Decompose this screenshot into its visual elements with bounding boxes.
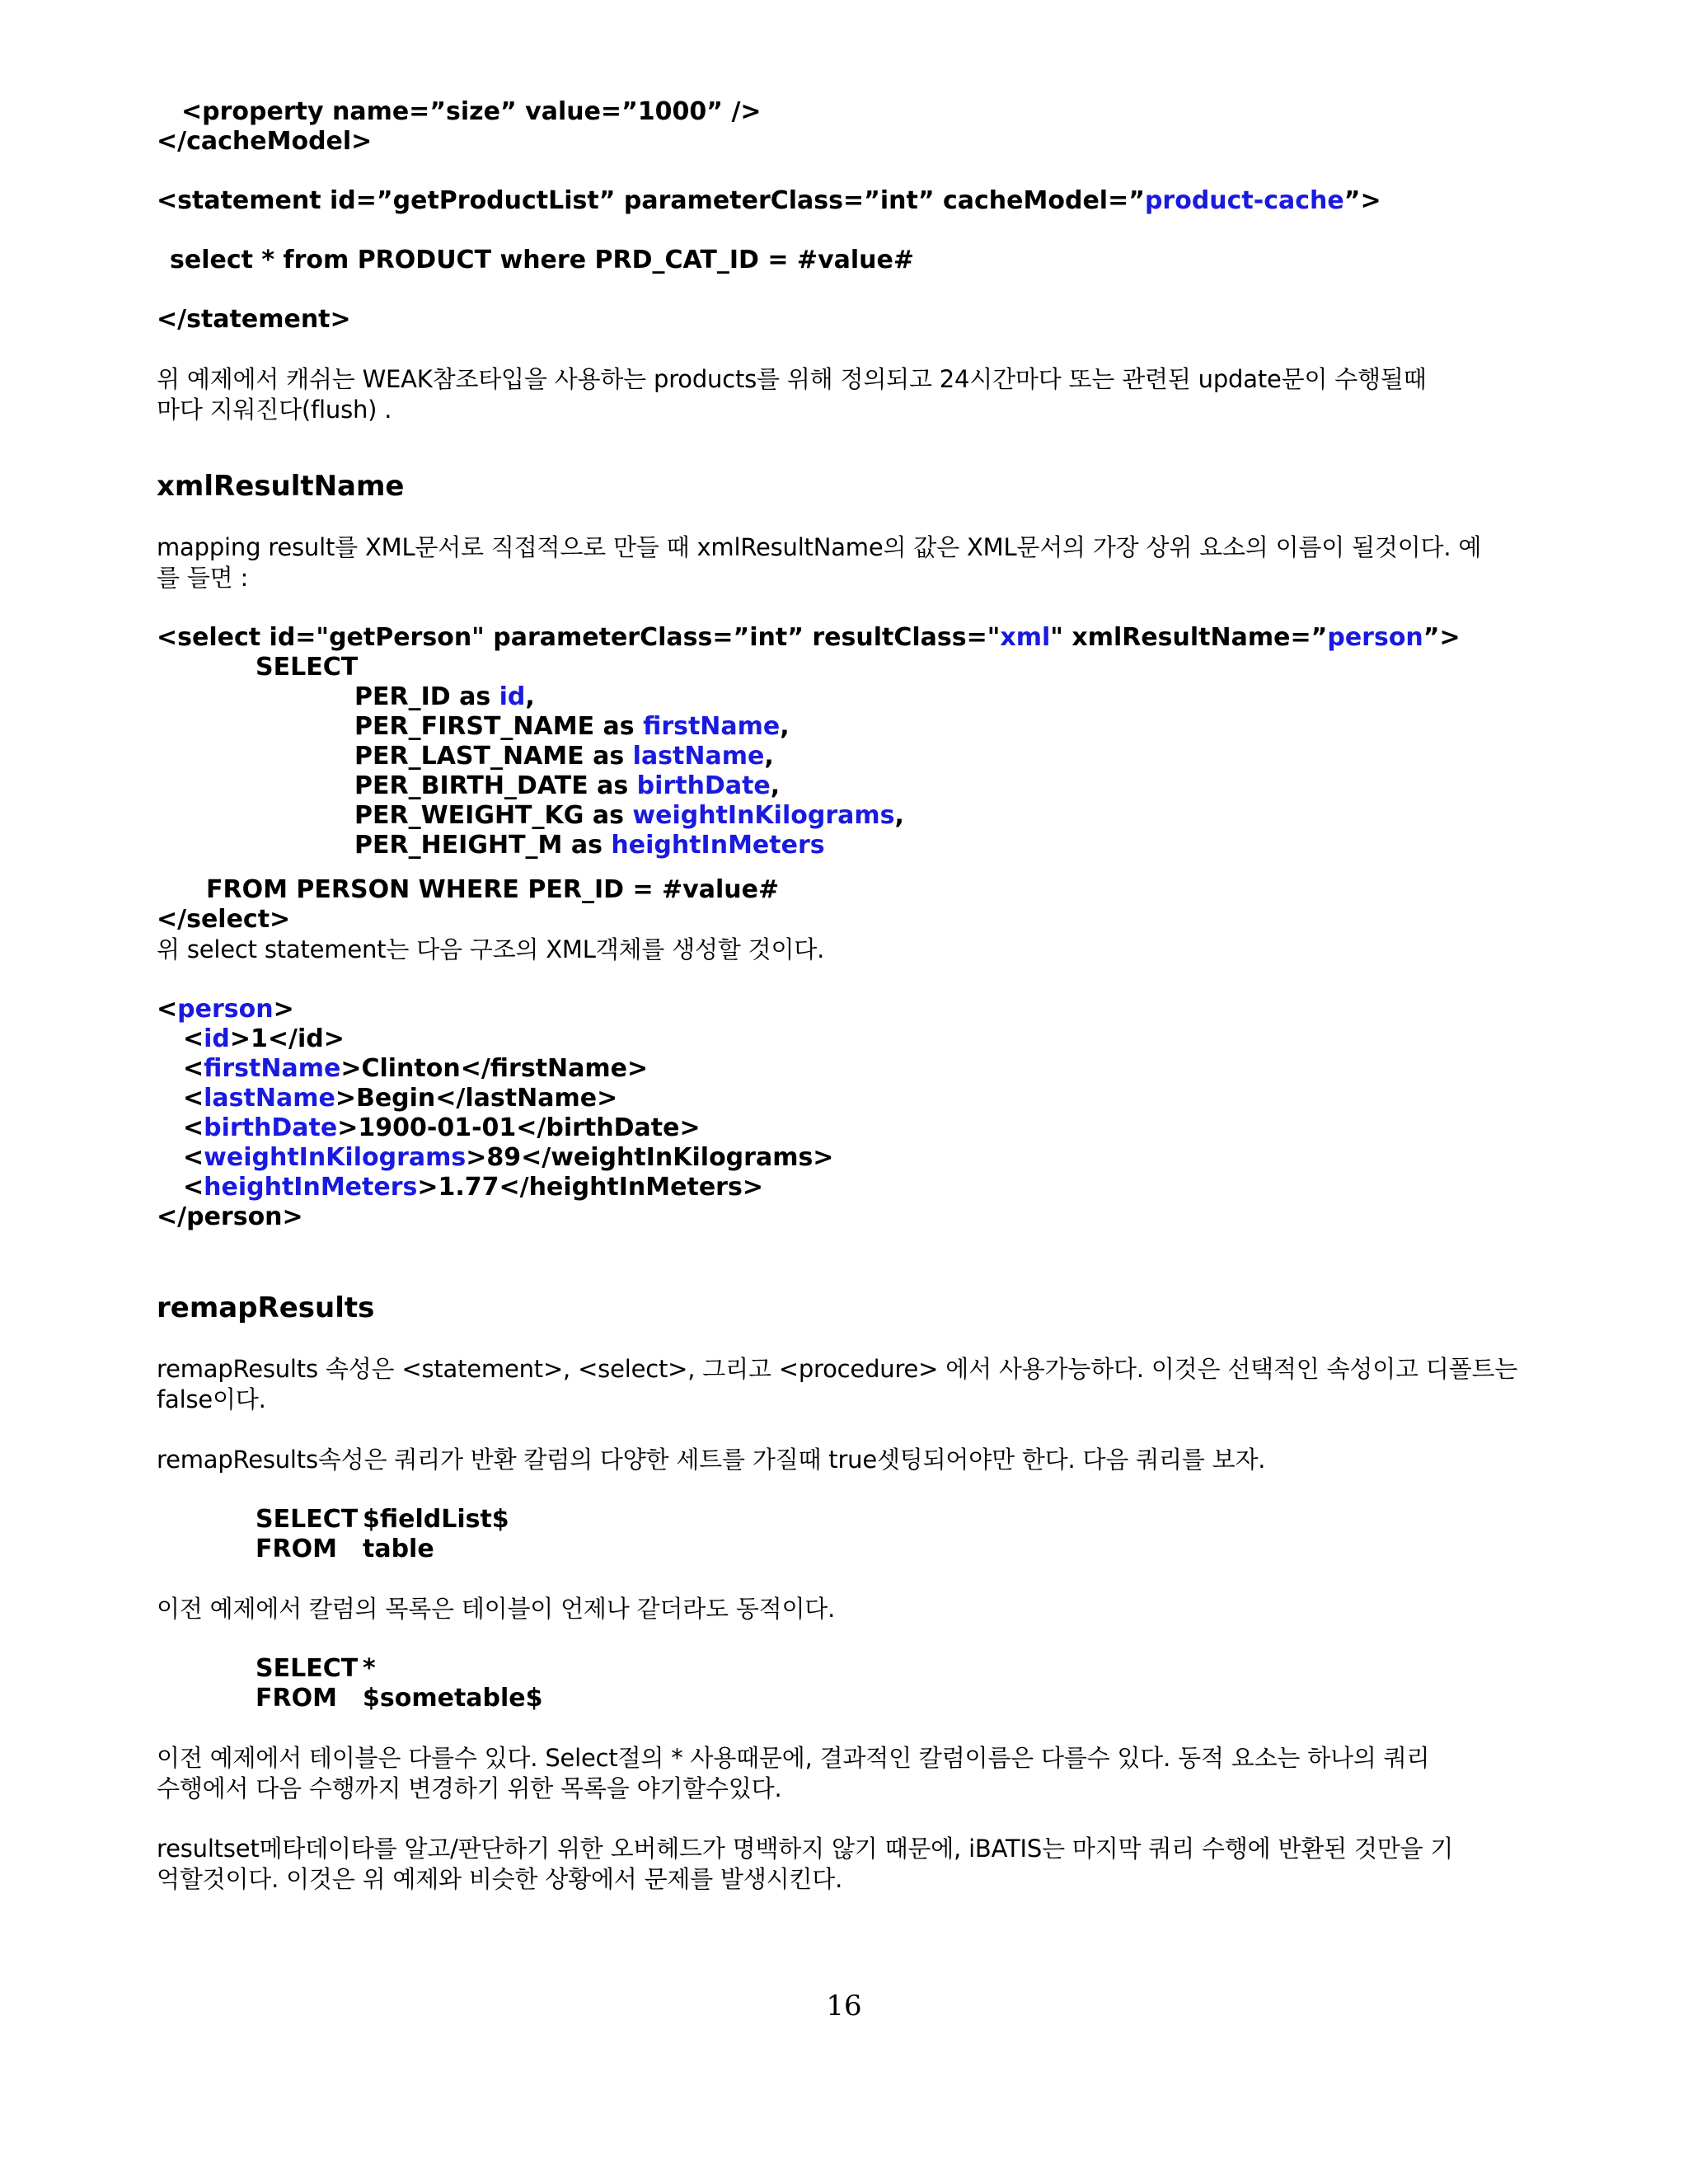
paragraph-line: mapping result를 XML문서로 직접적으로 만들 때 xmlResultName의 값은 XML문서의 가장 상위 요소의 이름이 될것이다. 예: [157, 533, 1482, 561]
code-text: <: [183, 1054, 204, 1083]
paragraph-line: 마다 지워진다(flush) .: [157, 396, 392, 424]
code-text: >Begin</lastName>: [335, 1084, 618, 1113]
code-column-line: [157, 771, 1541, 801]
paragraph-line: 수행에서 다음 수행까지 변경하기 위한 목록을 야기할수있다.: [157, 1774, 782, 1802]
code-text: ,: [770, 771, 781, 800]
code-text: PER_BIRTH_DATE as: [354, 771, 637, 800]
code-text: ,: [525, 682, 535, 711]
code-statement-line: [157, 186, 1541, 216]
paragraph-line: 를 들면 :: [157, 564, 249, 592]
code-cachemodel-close: </cacheModel>: [157, 127, 373, 156]
paragraph-line: 위 예제에서 캐쉬는 WEAK참조타입을 사용하는 products를 위해 정의되고 24시간마다 또는 관련된 update문이 수행될때: [157, 365, 1427, 393]
code-text: >1.77</heightInMeters>: [417, 1173, 763, 1202]
code-text: >1</id>: [229, 1024, 345, 1053]
code-text: ”>: [1423, 623, 1461, 652]
code-text: <statement id=”getProductList” parameterClass=”int” cacheModel=”: [157, 186, 1145, 215]
page-number: 16: [826, 1990, 862, 2022]
code-keyword: SELECT: [256, 1654, 359, 1683]
code-xml-row: [157, 1024, 1541, 1054]
code-xml-row: [157, 1054, 1541, 1084]
code-text: PER_LAST_NAME as: [354, 742, 633, 771]
code-text: table: [363, 1535, 434, 1563]
code-text: >Clinton</firstName>: [340, 1054, 649, 1083]
code-text: PER_ID as: [354, 682, 499, 711]
code-sql-line: [157, 1535, 1541, 1564]
code-highlight: lastName: [632, 742, 765, 771]
paragraph-line: 억할것이다. 이것은 위 예제와 비슷한 상황에서 문제를 발생시킨다.: [157, 1865, 843, 1893]
code-highlight: heightInMeters: [611, 831, 825, 860]
code-xml-row: [157, 1173, 1541, 1202]
code-text: PER_HEIGHT_M as: [354, 831, 612, 860]
section-heading-xmlresultname: xmlResultName: [157, 470, 405, 503]
code-highlight: person: [177, 995, 274, 1024]
code-text: ,: [764, 742, 774, 771]
code-xml-open: [157, 995, 1541, 1024]
code-text: <: [183, 1173, 204, 1202]
code-text: <: [183, 1024, 204, 1053]
code-column-line: [157, 712, 1541, 742]
paragraph-line: remapResults 속성은 <statement>, <select>, 그리고 <procedure> 에서 사용가능하다. 이것은 선택적인 속성이고 디폴트는: [157, 1355, 1518, 1383]
code-text: ,: [894, 801, 904, 830]
code-text: <: [183, 1084, 204, 1113]
code-highlight: birthDate: [204, 1113, 338, 1142]
code-highlight: lastName: [204, 1084, 335, 1113]
code-select-close: </select>: [157, 905, 291, 934]
code-highlight: firstName: [643, 712, 781, 741]
code-keyword: SELECT: [256, 1505, 359, 1534]
code-sql-line: [157, 1684, 1541, 1713]
code-text: PER_FIRST_NAME as: [354, 712, 644, 741]
paragraph-line: remapResults속성은 쿼리가 반환 칼럼의 다양한 세트를 가질때 true셋팅되어야만 한다. 다음 쿼리를 보자.: [157, 1446, 1266, 1474]
code-from-line: FROM PERSON WHERE PER_ID = #value#: [206, 875, 780, 904]
code-statement-close: </statement>: [157, 305, 351, 334]
code-text: <: [157, 995, 178, 1024]
code-text: PER_WEIGHT_KG as: [354, 801, 633, 830]
code-text: <select id="getPerson" parameterClass=”int” resultClass=": [157, 623, 1001, 652]
code-highlight: person: [1327, 623, 1423, 652]
code-column-line: [157, 801, 1541, 831]
code-text: $fieldList$: [363, 1505, 509, 1534]
code-select-open: [157, 623, 1541, 653]
document-page: [157, 97, 1541, 1895]
code-sql-line: [157, 1654, 1541, 1684]
code-keyword: FROM: [256, 1535, 337, 1563]
code-text: >: [273, 995, 294, 1024]
paragraph-line: false이다.: [157, 1385, 266, 1413]
paragraph-line: 이전 예제에서 칼럼의 목록은 테이블이 언제나 같더라도 동적이다.: [157, 1595, 836, 1623]
code-text: *: [363, 1654, 376, 1683]
code-column-line: [157, 742, 1541, 771]
code-highlight: heightInMeters: [204, 1173, 418, 1202]
code-text: $sometable$: [363, 1684, 543, 1713]
code-highlight: product-cache: [1144, 186, 1344, 215]
code-select-line: select * from PRODUCT where PRD_CAT_ID = #value#: [170, 246, 914, 274]
code-xml-row: [157, 1143, 1541, 1173]
paragraph-line: 위 select statement는 다음 구조의 XML객체를 생성할 것이다.: [157, 935, 825, 963]
code-xml-row: [157, 1113, 1541, 1143]
code-xml-close: </person>: [157, 1202, 303, 1231]
code-highlight: id: [204, 1024, 230, 1053]
code-text: <: [183, 1143, 204, 1172]
code-text: <: [183, 1113, 204, 1142]
code-highlight: weightInKilograms: [204, 1143, 467, 1172]
code-column-line: [157, 831, 1541, 860]
code-text: >89</weightInKilograms>: [466, 1143, 834, 1172]
code-text: ”>: [1343, 186, 1381, 215]
code-select-keyword: SELECT: [256, 653, 359, 682]
code-text: >1900-01-01</birthDate>: [337, 1113, 701, 1142]
code-text: ,: [780, 712, 790, 741]
code-text: " xmlResultName=”: [1050, 623, 1328, 652]
paragraph-line: 이전 예제에서 테이블은 다를수 있다. Select절의 * 사용때문에, 결과적인 칼럼이름은 다를수 있다. 동적 요소는 하나의 쿼리: [157, 1744, 1430, 1772]
code-highlight: birthDate: [636, 771, 771, 800]
section-heading-remapresults: remapResults: [157, 1291, 375, 1324]
code-highlight: firstName: [204, 1054, 341, 1083]
code-property-line: <property name=”size” value=”1000” />: [181, 97, 762, 126]
code-highlight: xml: [1000, 623, 1051, 652]
code-keyword: FROM: [256, 1684, 337, 1713]
code-column-line: [157, 682, 1541, 712]
code-xml-row: [157, 1084, 1541, 1113]
code-highlight: weightInKilograms: [632, 801, 895, 830]
code-highlight: id: [499, 682, 526, 711]
code-sql-line: [157, 1505, 1541, 1535]
paragraph-line: resultset메타데이타를 알고/판단하기 위한 오버헤드가 명백하지 않기 때문에, iBATIS는 마지막 쿼리 수행에 반환된 것만을 기: [157, 1835, 1454, 1863]
